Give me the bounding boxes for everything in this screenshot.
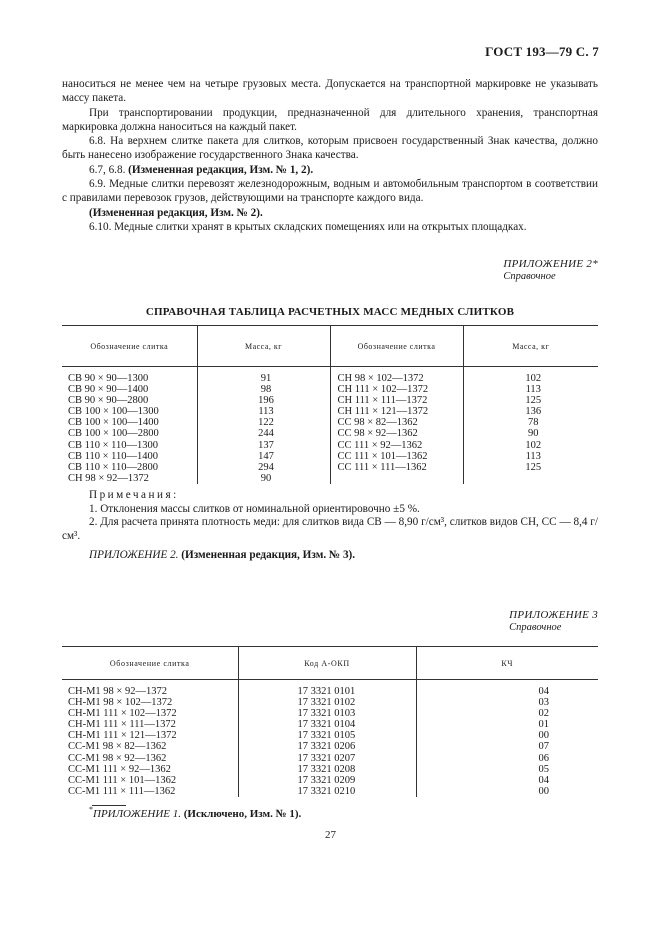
- mass-cell: 98: [197, 384, 330, 395]
- appendix-2-subtitle: Справочное: [503, 270, 556, 282]
- designation-cell: СВ 100 × 100—1300: [68, 406, 159, 418]
- mass-cell: 136: [463, 406, 598, 417]
- mass-cell: [463, 473, 598, 484]
- mass-table-body: [62, 367, 598, 484]
- mass-cell: 78: [463, 417, 598, 428]
- section-6-text: [62, 77, 598, 234]
- mass-cell: 90: [197, 473, 330, 484]
- table-row: [62, 440, 598, 451]
- kch-cell: 02: [416, 708, 598, 719]
- mass-cell: 122: [197, 417, 330, 428]
- table-row: [62, 764, 598, 775]
- mass-cell: 147: [197, 451, 330, 462]
- mass-cell: 102: [463, 367, 598, 385]
- appendix-2-heading: [503, 258, 598, 283]
- mass-cell: 137: [197, 440, 330, 451]
- mass-cell: 102: [463, 440, 598, 451]
- kch-cell: 04: [416, 775, 598, 786]
- designation-cell: СС 98 × 92—1362: [330, 428, 463, 439]
- designation-cell: СН-М1 98 × 102—1372: [68, 697, 173, 709]
- table-row: [62, 708, 598, 719]
- designation-cell: СВ 90 × 90—1400: [68, 384, 149, 396]
- table-row: [62, 417, 598, 428]
- appendix-3-label: ПРИЛОЖЕНИЕ 3: [509, 609, 598, 621]
- mass-cell: 113: [463, 451, 598, 462]
- designation-cell: СС 111 × 111—1362: [330, 462, 463, 473]
- okp-code-cell: 17 3321 0103: [238, 708, 416, 719]
- footnote-divider: [92, 805, 126, 806]
- mass-cell: 125: [463, 462, 598, 473]
- designation-cell: [330, 473, 463, 484]
- column-header-designation: Обозначение слитка: [330, 326, 463, 367]
- designation-cell: СС-М1 111 × 92—1362: [68, 763, 171, 775]
- table-row: [62, 406, 598, 417]
- designation-cell: СН 98 × 92—1372: [68, 472, 149, 484]
- table-row: [62, 473, 598, 484]
- designation-cell: СН 111 × 121—1372: [330, 406, 463, 417]
- designation-cell: СВ 100 × 100—1400: [68, 417, 159, 429]
- okp-code-cell: 17 3321 0206: [238, 741, 416, 752]
- table-row: [62, 451, 598, 462]
- mass-cell: 113: [197, 406, 330, 417]
- code-table: [62, 646, 598, 797]
- designation-cell: СС 111 × 92—1362: [330, 440, 463, 451]
- mass-cell: 90: [463, 428, 598, 439]
- mass-cell: 196: [197, 395, 330, 406]
- paragraph-6-9: 6.9. Медные слитки перевозят железнодорожным, водным и автомобильным транспортом в соответствии с правилами перевозок грузов, действующими на транспорте каждого вида.: [62, 178, 598, 205]
- note-2: 2. Для расчета принята плотность меди: для слитков вида СВ — 8,90 г/см³, слитков видов СН, СС — 8,4 г/см³.: [62, 516, 598, 542]
- designation-cell: СН-М1 98 × 92—1372: [68, 686, 167, 697]
- table-row: [62, 384, 598, 395]
- revision-note: (Измененная редакция, Изм. № 1, 2).: [128, 163, 314, 176]
- designation-cell: СН-М1 111 × 102—1372: [68, 708, 177, 720]
- designation-cell: СС 98 × 82—1362: [330, 417, 463, 428]
- kch-cell: 01: [416, 719, 598, 730]
- table-row: [62, 775, 598, 786]
- kch-cell: 06: [416, 753, 598, 764]
- paragraph-transport-marking: При транспортировании продукции, предназначенной для длительного хранения, транспортная маркировка должна наноситься на каждый пакет.: [62, 106, 598, 133]
- designation-cell: СН 98 × 102—1372: [330, 367, 463, 385]
- kch-cell: 04: [416, 680, 598, 698]
- okp-code-cell: 17 3321 0101: [238, 680, 416, 698]
- kch-cell: 03: [416, 697, 598, 708]
- designation-cell: СН 111 × 102—1372: [330, 384, 463, 395]
- code-table-body: [62, 680, 598, 797]
- okp-code-cell: 17 3321 0105: [238, 730, 416, 741]
- table-row: [62, 367, 598, 385]
- footnote-note: (Исключено, Изм. № 1).: [183, 808, 302, 820]
- table-row: [62, 462, 598, 473]
- paragraph-6-10: 6.10. Медные слитки хранят в крытых складских помещениях или на открытых площадках.: [89, 220, 527, 233]
- revision-clause-number: 6.7, 6.8.: [89, 163, 126, 176]
- okp-code-cell: 17 3321 0208: [238, 764, 416, 775]
- revision-appendix-ref: ПРИЛОЖЕНИЕ 2.: [89, 549, 179, 561]
- appendix-3-subtitle: Справочное: [509, 621, 562, 633]
- okp-code-cell: 17 3321 0102: [238, 697, 416, 708]
- designation-cell: СС-М1 111 × 111—1362: [68, 785, 176, 797]
- footnote-appendix-ref: ПРИЛОЖЕНИЕ 1.: [93, 808, 181, 820]
- note-1: 1. Отклонения массы слитков от номинальной ориентировочно ±5 %.: [89, 502, 420, 515]
- designation-cell: СС-М1 111 × 101—1362: [68, 774, 177, 786]
- kch-cell: 07: [416, 741, 598, 752]
- mass-table: [62, 325, 598, 484]
- paragraph-revision-2: (Измененная редакция, Изм. № 2).: [89, 206, 263, 219]
- table-row: [62, 719, 598, 730]
- page-number: 27: [325, 829, 336, 841]
- appendix-2-revision: [62, 549, 598, 563]
- column-header-okp-code: Код А-ОКП: [238, 647, 416, 680]
- kch-cell: 00: [416, 786, 598, 797]
- mass-cell: 244: [197, 428, 330, 439]
- paragraph-revision-1-2: [62, 163, 598, 177]
- designation-cell: СВ 100 × 100—2800: [68, 428, 159, 440]
- column-header-mass: Масса, кг: [197, 326, 330, 367]
- mass-cell: 294: [197, 462, 330, 473]
- table-row: [62, 697, 598, 708]
- notes-heading: Примечания:: [89, 489, 179, 501]
- table-row: [62, 741, 598, 752]
- designation-cell: СВ 90 × 90—2800: [68, 395, 149, 407]
- footnote-mark: *: [89, 805, 93, 814]
- designation-cell: СС-М1 98 × 92—1362: [68, 752, 167, 764]
- table-row: [62, 730, 598, 741]
- designation-cell: СС-М1 98 × 82—1362: [68, 741, 167, 753]
- okp-code-cell: 17 3321 0207: [238, 753, 416, 764]
- mass-cell: 113: [463, 384, 598, 395]
- table-title: СПРАВОЧНАЯ ТАБЛИЦА РАСЧЕТНЫХ МАСС МЕДНЫХ СЛИТКОВ: [145, 306, 515, 318]
- table-row: [62, 680, 598, 698]
- mass-cell: 91: [197, 367, 330, 385]
- designation-cell: СВ 110 × 110—1400: [68, 450, 159, 462]
- okp-code-cell: 17 3321 0209: [238, 775, 416, 786]
- designation-cell: СС 111 × 101—1362: [330, 451, 463, 462]
- kch-cell: 00: [416, 730, 598, 741]
- okp-code-cell: 17 3321 0210: [238, 786, 416, 797]
- footnote: [89, 805, 302, 820]
- designation-cell: СВ 110 × 110—2800: [68, 461, 159, 473]
- appendix-3-heading: [509, 609, 598, 634]
- okp-code-cell: 17 3321 0104: [238, 719, 416, 730]
- table-row: [62, 786, 598, 797]
- column-header-kch: КЧ: [416, 647, 598, 680]
- designation-cell: СН-М1 111 × 121—1372: [68, 730, 177, 742]
- column-header-mass: Масса, кг: [463, 326, 598, 367]
- mass-cell: 125: [463, 395, 598, 406]
- designation-cell: СВ 90 × 90—1300: [68, 373, 149, 384]
- column-header-designation: Обозначение слитка: [62, 647, 238, 680]
- revision-note: (Измененная редакция, Изм. № 3).: [181, 549, 356, 561]
- mass-table-header: [62, 326, 598, 367]
- code-table-header: [62, 647, 598, 680]
- designation-cell: СН-М1 111 × 111—1372: [68, 719, 176, 731]
- table-row: [62, 395, 598, 406]
- kch-cell: 05: [416, 764, 598, 775]
- designation-cell: СВ 110 × 110—1300: [68, 439, 159, 451]
- designation-cell: СН 111 × 111—1372: [330, 395, 463, 406]
- page-header: ГОСТ 193—79 С. 7: [485, 44, 599, 59]
- column-header-designation: Обозначение слитка: [62, 326, 197, 367]
- table-row: [62, 428, 598, 439]
- notes-block: [62, 489, 598, 563]
- paragraph-continued: наноситься не менее чем на четыре грузовых места. Допускается на транспортной маркировке не указывать массу пакета.: [62, 78, 598, 105]
- paragraph-6-8: 6.8. На верхнем слитке пакета для слитков, которым присвоен государственный Знак качества, должно быть нанесено изображение государственного Знака качества.: [62, 135, 598, 162]
- table-row: [62, 753, 598, 764]
- appendix-2-label: ПРИЛОЖЕНИЕ 2*: [503, 258, 598, 270]
